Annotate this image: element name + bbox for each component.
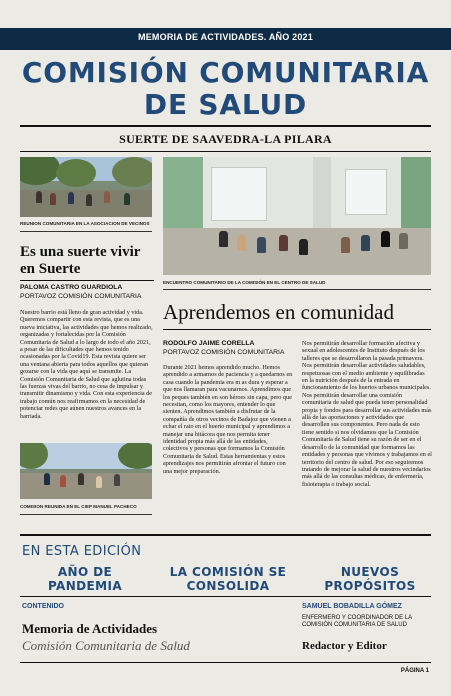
photo-caption-top-left: REUNION COMUNITARIA EN LA ASOCIACION DE VECINOS [20, 221, 150, 226]
caption-rule-bottom-left [20, 514, 152, 515]
photo-ciep-meeting [20, 443, 152, 499]
left-article-heading: Es una suerte vivir en Suerte [20, 244, 141, 277]
left-article-author: PALOMA CASTRO GUARDIOLA [20, 284, 123, 291]
photo-caption-main: ENCUENTRO COMUNITARIO DE LA COMISIÓN EN EL CENTRO DE SALUD [163, 280, 326, 285]
masthead-title-line1: COMISIÓN COMUNITARIA [21, 56, 430, 89]
main-article-heading: Aprendemos en comunidad [163, 300, 394, 324]
main-heading-rule [163, 329, 431, 330]
top-band [0, 28, 451, 50]
masthead-rule-top [20, 125, 431, 127]
photo-neighbors-association [20, 157, 152, 217]
left-article-body: Nuestro barrio está lleno de gran actividad y vida. Queremos compartir con esta revista, que es una nueva iniciativa, las actividades que hemos realizado, organizadas y fortalecidas por la Comisión Comunitaria de Salud a lo largo de todo el año 2021, a pesar de las dificultades que hemos tenido ocasionadas por la Covid19. Esta revista quiere ser una ventana abierta para todos aquellos que quieran gozarse con la vida que aquí se transmite. La Comisión Comunitaria de Salud que aglutina todas las fuerzas vivas del barrio, no cesa de impulsar y transmitir dinamismo y vida. Con esta experiencia de trabajo común nos reafirmamos en la necesidad de potenciar redes que aúnen nuestros avances en la barriada. [20, 309, 153, 420]
editor-title: Redactor y Editor [302, 640, 387, 652]
edition-label: EN ESTA EDICIÓN [22, 544, 142, 559]
issue-label: MEMORIA DE ACTIVIDADES. AÑO 2021 [138, 32, 313, 42]
memoria-title: Memoria de Actividades [22, 621, 158, 636]
edition-item-consolida: LA COMISIÓN SE CONSOLIDA [169, 565, 287, 593]
main-article-col1: Durante 2021 hemos aprendido mucho. Hemos aprendido a armarnos de paciencia y a quedarnos en casa cuando la pandemia era m as dura y esperar a que nos llamaran para vacunarnos. Aprendimos que los peques también en son héroes sin capa, pero que necesitan, como los mayores, entender lo que sienten. Aprendimos también a disfrutar de la compañía de otros vecinos de Badajoz que vienen a echar el rato en el huerto municipal y aprendimos a manejar una bitácora que nos permita tener identidad propia más allá de las entidades, colectivos y personas que formamos la Comisión Comunitaria de Salud. Estas herramientas y estos aprendizajes nos permitirán afrontar el futuro con una mejor preparación. [163, 364, 293, 475]
edition-rule-top [20, 534, 431, 536]
footer-rule [20, 662, 431, 663]
edition-rule-bottom [20, 596, 431, 597]
main-article-col2: Nos permitirán desarrollar formación afectiva y sexual en adolescentes de Instituto después de los talleres que se desarrollaron la pasada primavera. Nos permitirán desarrollar actividades saludables, respetuosas con el medio ambiente y equilibradas en la nutrición después de la entrada en funcionamiento de los huertos urbanos municipales. Nos permitirán desarrollar una comisión comunitaria de salud que pueda tener personalidad propia y fondos para desarrollar sus actividades más allá de las aportaciones y actividades que desarrollen sus componentes. Pero nada de esto tiene sentido si nos olvidamos que la Comisión Comunitaria de Salud tiene su razón de ser en el desarrollo de la comunidad que formamos las entidades y personas que vivimos y trabajamos en el territorio del centro de salud. Por eso seguiremos tratando de mejorar la salud de nuestros vecindarios más allá de las consultas médicas, de enfermería, fisioterapia o trabajo social. [302, 340, 432, 488]
contenido-label: CONTENIDO [22, 603, 64, 610]
masthead-title-line2: DE SALUD [143, 88, 308, 121]
editor-name: SAMUEL BOBADILLA GÓMEZ [302, 603, 402, 610]
masthead-subtitle: SUERTE DE SAAVEDRA-LA PILARA [119, 132, 332, 146]
memoria-subtitle: Comisión Comunitaria de Salud [22, 638, 190, 653]
page-number: PÁGINA 1 [400, 668, 429, 674]
left-heading-rule [20, 280, 154, 281]
main-article-role: PORTAVOZ COMISIÓN COMUNITARIA [163, 349, 285, 356]
masthead-rule-bottom [20, 151, 431, 152]
edition-item-propositos: NUEVOS PROPÓSITOS [324, 565, 416, 593]
editor-role: ENFERMERO Y COORDINADOR DE LA COMISIÓN COMUNITARIA DE SALUD [302, 615, 412, 628]
caption-rule-main [163, 289, 431, 290]
edition-item-pandemia: AÑO DE PANDEMIA [47, 565, 123, 593]
left-article-role: PORTAVOZ COMISIÓN COMUNITARIA [20, 293, 142, 300]
photo-health-center-meeting [163, 157, 431, 275]
main-article-author: RODOLFO JAIME CORELLA [163, 340, 255, 347]
caption-rule-left [20, 231, 152, 232]
photo-caption-bottom-left: COMISION REUNIDA EN EL CIEP MANUEL PACHECO [20, 504, 137, 509]
